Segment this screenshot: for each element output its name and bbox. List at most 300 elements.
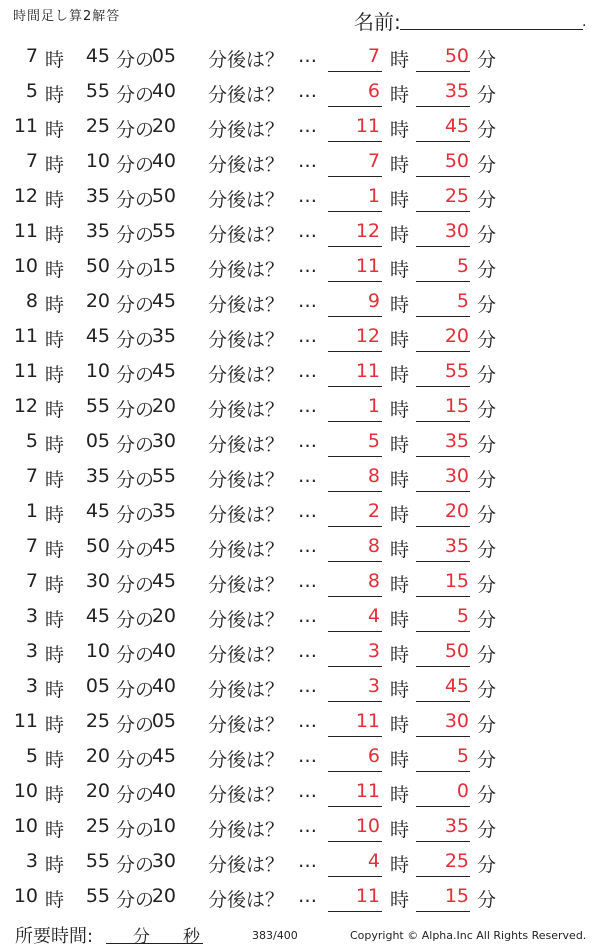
ellipsis: … (298, 605, 317, 627)
answer-minute-line (416, 876, 470, 877)
problem-row (0, 145, 600, 180)
question-minute: 05 (85, 675, 110, 697)
question-hour: 11 (13, 325, 38, 347)
answer-hour-line (328, 841, 382, 842)
answer-hour: 8 (367, 465, 380, 487)
answer-hour-label: 時 (390, 749, 410, 771)
minutes-later-label: 分後は？ (208, 504, 285, 526)
hour-label: 時 (45, 259, 65, 281)
question-hour: 10 (13, 885, 38, 907)
minute-of-label: 分の (116, 399, 155, 421)
answer-hour-label: 時 (390, 609, 410, 631)
ellipsis: … (298, 640, 317, 662)
ellipsis: … (298, 220, 317, 242)
ellipsis: … (298, 850, 317, 872)
question-minute: 55 (85, 850, 110, 872)
answer-hour-line (328, 421, 382, 422)
answer-hour-line (328, 246, 382, 247)
answer-hour-line (328, 316, 382, 317)
question-minute: 20 (85, 780, 110, 802)
problem-row (0, 670, 600, 705)
answer-minute: 55 (444, 360, 469, 382)
question-hour: 3 (25, 605, 38, 627)
minute-of-label: 分の (116, 504, 155, 526)
question-hour: 1 (25, 500, 38, 522)
answer-minute-label: 分 (477, 434, 497, 456)
answer-hour: 11 (355, 885, 380, 907)
answer-hour: 11 (355, 115, 380, 137)
minute-of-label: 分の (116, 679, 155, 701)
answer-minute-label: 分 (477, 119, 497, 141)
minute-of-label: 分の (116, 224, 155, 246)
minutes-later-label: 分後は？ (208, 819, 285, 841)
hour-label: 時 (45, 84, 65, 106)
answer-minute-line (416, 281, 470, 282)
minutes-later-label: 分後は？ (208, 714, 285, 736)
answer-hour-label: 時 (390, 714, 410, 736)
answer-minute: 5 (456, 745, 469, 767)
minutes-later-label: 分後は？ (208, 889, 285, 911)
answer-minute-line (416, 806, 470, 807)
answer-hour: 10 (355, 815, 380, 837)
added-minutes: 40 (151, 80, 176, 102)
answer-minute: 20 (444, 325, 469, 347)
answer-minute-line (416, 106, 470, 107)
answer-minute-label: 分 (477, 259, 497, 281)
minute-of-label: 分の (116, 84, 155, 106)
hour-label: 時 (45, 504, 65, 526)
question-hour: 11 (13, 710, 38, 732)
question-hour: 7 (25, 465, 38, 487)
answer-minute: 5 (456, 605, 469, 627)
hour-label: 時 (45, 644, 65, 666)
answer-minute-line (416, 211, 470, 212)
answer-minute-line (416, 841, 470, 842)
answer-hour: 2 (367, 500, 380, 522)
answer-minute: 35 (444, 430, 469, 452)
answer-minute-line (416, 386, 470, 387)
problem-row (0, 285, 600, 320)
question-minute: 55 (85, 885, 110, 907)
ellipsis: … (298, 80, 317, 102)
question-hour: 12 (13, 185, 38, 207)
question-minute: 35 (85, 465, 110, 487)
added-minutes: 30 (151, 850, 176, 872)
time-seconds-label: 秒 (183, 927, 200, 947)
answer-minute: 30 (444, 710, 469, 732)
name-label: 名前: (354, 10, 401, 34)
answer-hour-label: 時 (390, 539, 410, 561)
hour-label: 時 (45, 749, 65, 771)
added-minutes: 20 (151, 605, 176, 627)
problem-row (0, 705, 600, 740)
time-minutes-label: 分 (133, 927, 150, 947)
answer-minute-line (416, 421, 470, 422)
answer-minute: 35 (444, 535, 469, 557)
question-hour: 3 (25, 850, 38, 872)
answer-hour: 4 (367, 605, 380, 627)
question-minute: 45 (85, 500, 110, 522)
question-minute: 55 (85, 80, 110, 102)
answer-minute-label: 分 (477, 819, 497, 841)
added-minutes: 35 (151, 500, 176, 522)
question-hour: 7 (25, 45, 38, 67)
answer-hour-label: 時 (390, 644, 410, 666)
minutes-later-label: 分後は？ (208, 469, 285, 491)
added-minutes: 40 (151, 780, 176, 802)
answer-minute-line (416, 456, 470, 457)
hour-label: 時 (45, 154, 65, 176)
answer-hour: 8 (367, 535, 380, 557)
question-minute: 25 (85, 710, 110, 732)
question-hour: 11 (13, 220, 38, 242)
minute-of-label: 分の (116, 574, 155, 596)
hour-label: 時 (45, 399, 65, 421)
answer-minute-label: 分 (477, 889, 497, 911)
answer-hour-line (328, 211, 382, 212)
answer-hour: 1 (367, 185, 380, 207)
question-minute: 10 (85, 150, 110, 172)
problem-row (0, 880, 600, 915)
question-hour: 10 (13, 815, 38, 837)
answer-hour-line (328, 526, 382, 527)
answer-minute-line (416, 526, 470, 527)
minutes-later-label: 分後は？ (208, 154, 285, 176)
question-minute: 30 (85, 570, 110, 592)
minute-of-label: 分の (116, 259, 155, 281)
page-number: 383/400 (252, 929, 298, 942)
answer-minute: 45 (444, 115, 469, 137)
answer-hour: 1 (367, 395, 380, 417)
answer-hour: 6 (367, 745, 380, 767)
question-hour: 5 (25, 430, 38, 452)
ellipsis: … (298, 325, 317, 347)
ellipsis: … (298, 815, 317, 837)
minute-of-label: 分の (116, 189, 155, 211)
answer-minute: 15 (444, 395, 469, 417)
answer-hour-line (328, 561, 382, 562)
problem-row (0, 40, 600, 75)
question-hour: 7 (25, 535, 38, 557)
answer-minute: 35 (444, 80, 469, 102)
question-hour: 11 (13, 115, 38, 137)
ellipsis: … (298, 675, 317, 697)
answer-hour-label: 時 (390, 189, 410, 211)
question-minute: 35 (85, 220, 110, 242)
question-minute: 50 (85, 535, 110, 557)
minute-of-label: 分の (116, 294, 155, 316)
minute-of-label: 分の (116, 364, 155, 386)
answer-hour: 4 (367, 850, 380, 872)
minute-of-label: 分の (116, 49, 155, 71)
answer-hour-line (328, 666, 382, 667)
ellipsis: … (298, 710, 317, 732)
minute-of-label: 分の (116, 854, 155, 876)
answer-minute-label: 分 (477, 329, 497, 351)
minute-of-label: 分の (116, 749, 155, 771)
added-minutes: 30 (151, 430, 176, 452)
question-hour: 7 (25, 150, 38, 172)
name-field-dot: . (582, 14, 587, 30)
added-minutes: 20 (151, 885, 176, 907)
answer-minute-label: 分 (477, 49, 497, 71)
copyright-notice: Copyright © Alpha.Inc All Rights Reserved. (350, 929, 587, 942)
answer-hour-label: 時 (390, 679, 410, 701)
time-required-label: 所要時間: (15, 926, 94, 947)
answer-minute-label: 分 (477, 749, 497, 771)
added-minutes: 15 (151, 255, 176, 277)
answer-minute-line (416, 771, 470, 772)
added-minutes: 20 (151, 395, 176, 417)
hour-label: 時 (45, 119, 65, 141)
question-hour: 11 (13, 360, 38, 382)
ellipsis: … (298, 115, 317, 137)
answer-minute-line (416, 666, 470, 667)
answer-hour-label: 時 (390, 329, 410, 351)
answer-minute: 5 (456, 255, 469, 277)
answer-minute-label: 分 (477, 679, 497, 701)
ellipsis: … (298, 500, 317, 522)
answer-hour-line (328, 141, 382, 142)
minutes-later-label: 分後は？ (208, 259, 285, 281)
answer-minute-line (416, 561, 470, 562)
question-hour: 3 (25, 640, 38, 662)
answer-minute-line (416, 351, 470, 352)
answer-hour: 8 (367, 570, 380, 592)
answer-minute-line (416, 176, 470, 177)
answer-minute: 15 (444, 570, 469, 592)
answer-hour: 3 (367, 640, 380, 662)
answer-hour-line (328, 71, 382, 72)
answer-minute-line (416, 701, 470, 702)
problem-row (0, 180, 600, 215)
answer-minute-label: 分 (477, 609, 497, 631)
hour-label: 時 (45, 294, 65, 316)
minutes-later-label: 分後は？ (208, 329, 285, 351)
ellipsis: … (298, 395, 317, 417)
answer-hour: 6 (367, 80, 380, 102)
answer-minute-line (416, 246, 470, 247)
problem-row (0, 530, 600, 565)
problem-row (0, 740, 600, 775)
answer-hour: 12 (355, 325, 380, 347)
answer-minute-line (416, 71, 470, 72)
question-minute: 55 (85, 395, 110, 417)
answer-hour-label: 時 (390, 154, 410, 176)
answer-minute: 50 (444, 150, 469, 172)
minute-of-label: 分の (116, 469, 155, 491)
answer-minute-label: 分 (477, 224, 497, 246)
hour-label: 時 (45, 714, 65, 736)
answer-minute-label: 分 (477, 504, 497, 526)
problem-row (0, 390, 600, 425)
answer-hour-label: 時 (390, 259, 410, 281)
answer-hour-line (328, 106, 382, 107)
problem-row (0, 600, 600, 635)
ellipsis: … (298, 360, 317, 382)
ellipsis: … (298, 465, 317, 487)
question-minute: 20 (85, 745, 110, 767)
added-minutes: 45 (151, 745, 176, 767)
minutes-later-label: 分後は？ (208, 574, 285, 596)
answer-hour-line (328, 456, 382, 457)
minute-of-label: 分の (116, 329, 155, 351)
question-minute: 45 (85, 325, 110, 347)
answer-hour: 3 (367, 675, 380, 697)
added-minutes: 55 (151, 220, 176, 242)
hour-label: 時 (45, 784, 65, 806)
answer-minute-line (416, 736, 470, 737)
hour-label: 時 (45, 189, 65, 211)
answer-hour-line (328, 386, 382, 387)
hour-label: 時 (45, 854, 65, 876)
answer-hour-label: 時 (390, 854, 410, 876)
answer-minute-label: 分 (477, 539, 497, 561)
question-minute: 35 (85, 185, 110, 207)
minute-of-label: 分の (116, 154, 155, 176)
added-minutes: 40 (151, 640, 176, 662)
answer-minute-line (416, 911, 470, 912)
answer-minute: 50 (444, 45, 469, 67)
ellipsis: … (298, 885, 317, 907)
answer-hour: 5 (367, 430, 380, 452)
answer-minute: 50 (444, 640, 469, 662)
question-hour: 7 (25, 570, 38, 592)
minute-of-label: 分の (116, 889, 155, 911)
minutes-later-label: 分後は？ (208, 119, 285, 141)
answer-hour-label: 時 (390, 224, 410, 246)
minutes-later-label: 分後は？ (208, 434, 285, 456)
ellipsis: … (298, 535, 317, 557)
ellipsis: … (298, 255, 317, 277)
question-hour: 3 (25, 675, 38, 697)
added-minutes: 45 (151, 360, 176, 382)
problem-row (0, 355, 600, 390)
answer-hour-label: 時 (390, 574, 410, 596)
answer-hour-label: 時 (390, 504, 410, 526)
added-minutes: 45 (151, 570, 176, 592)
problem-row (0, 565, 600, 600)
answer-minute-line (416, 141, 470, 142)
minute-of-label: 分の (116, 119, 155, 141)
hour-label: 時 (45, 224, 65, 246)
problem-list (0, 40, 600, 915)
problem-row (0, 460, 600, 495)
minutes-later-label: 分後は？ (208, 84, 285, 106)
added-minutes: 50 (151, 185, 176, 207)
added-minutes: 05 (151, 710, 176, 732)
minutes-later-label: 分後は？ (208, 749, 285, 771)
question-minute: 05 (85, 430, 110, 452)
answer-minute: 30 (444, 465, 469, 487)
problem-row (0, 320, 600, 355)
answer-hour-line (328, 701, 382, 702)
answer-hour-label: 時 (390, 819, 410, 841)
minutes-later-label: 分後は？ (208, 294, 285, 316)
minute-of-label: 分の (116, 819, 155, 841)
minutes-later-label: 分後は？ (208, 224, 285, 246)
added-minutes: 35 (151, 325, 176, 347)
ellipsis: … (298, 570, 317, 592)
question-minute: 10 (85, 640, 110, 662)
added-minutes: 40 (151, 675, 176, 697)
answer-hour-line (328, 876, 382, 877)
answer-hour: 12 (355, 220, 380, 242)
added-minutes: 10 (151, 815, 176, 837)
problem-row (0, 845, 600, 880)
ellipsis: … (298, 185, 317, 207)
answer-minute-label: 分 (477, 469, 497, 491)
answer-minute-line (416, 491, 470, 492)
minutes-later-label: 分後は？ (208, 49, 285, 71)
minute-of-label: 分の (116, 644, 155, 666)
answer-minute: 25 (444, 185, 469, 207)
problem-row (0, 425, 600, 460)
answer-minute: 25 (444, 850, 469, 872)
answer-minute-label: 分 (477, 189, 497, 211)
answer-hour-line (328, 491, 382, 492)
question-hour: 10 (13, 780, 38, 802)
question-minute: 45 (85, 605, 110, 627)
minute-of-label: 分の (116, 609, 155, 631)
answer-minute: 45 (444, 675, 469, 697)
added-minutes: 20 (151, 115, 176, 137)
added-minutes: 45 (151, 535, 176, 557)
ellipsis: … (298, 290, 317, 312)
answer-minute-label: 分 (477, 154, 497, 176)
minutes-later-label: 分後は？ (208, 364, 285, 386)
answer-minute-line (416, 596, 470, 597)
hour-label: 時 (45, 434, 65, 456)
minute-of-label: 分の (116, 784, 155, 806)
hour-label: 時 (45, 574, 65, 596)
answer-minute-line (416, 316, 470, 317)
answer-minute-label: 分 (477, 294, 497, 316)
answer-minute: 35 (444, 815, 469, 837)
answer-hour: 11 (355, 255, 380, 277)
answer-minute: 0 (456, 780, 469, 802)
answer-minute: 30 (444, 220, 469, 242)
hour-label: 時 (45, 679, 65, 701)
answer-minute-label: 分 (477, 714, 497, 736)
added-minutes: 45 (151, 290, 176, 312)
hour-label: 時 (45, 49, 65, 71)
answer-hour-line (328, 806, 382, 807)
ellipsis: … (298, 780, 317, 802)
answer-hour: 7 (367, 45, 380, 67)
question-minute: 10 (85, 360, 110, 382)
name-field-line (400, 29, 583, 30)
answer-hour-label: 時 (390, 469, 410, 491)
answer-hour: 11 (355, 780, 380, 802)
hour-label: 時 (45, 609, 65, 631)
problem-row (0, 215, 600, 250)
hour-label: 時 (45, 469, 65, 491)
answer-minute: 20 (444, 500, 469, 522)
answer-hour-line (328, 771, 382, 772)
minutes-later-label: 分後は？ (208, 784, 285, 806)
answer-minute-label: 分 (477, 784, 497, 806)
answer-hour-label: 時 (390, 49, 410, 71)
added-minutes: 40 (151, 150, 176, 172)
answer-hour-label: 時 (390, 889, 410, 911)
answer-hour-label: 時 (390, 84, 410, 106)
answer-minute: 5 (456, 290, 469, 312)
answer-minute-label: 分 (477, 854, 497, 876)
minute-of-label: 分の (116, 434, 155, 456)
answer-hour-line (328, 631, 382, 632)
question-minute: 20 (85, 290, 110, 312)
